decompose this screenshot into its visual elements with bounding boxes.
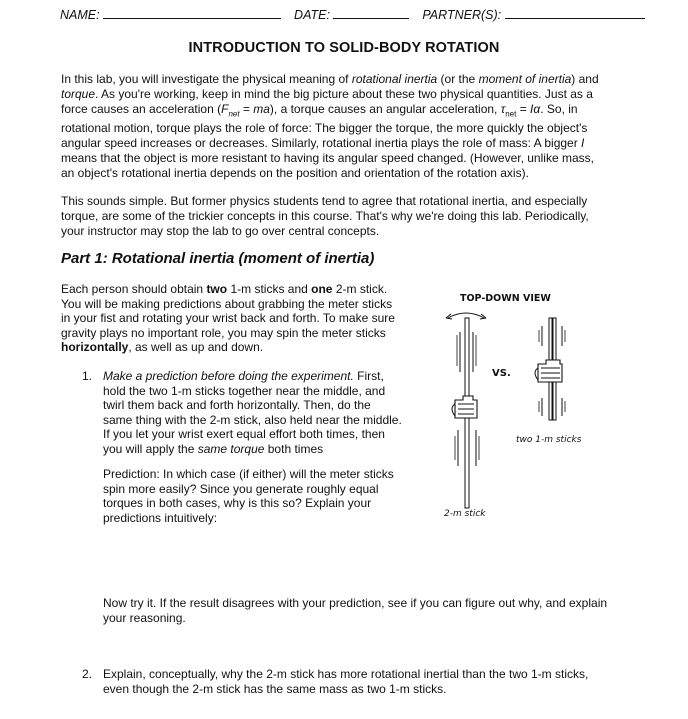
name-field[interactable] [103, 6, 281, 19]
intro-paragraph-1: In this lab, you will investigate the physical meaning of rotational inertia (or the moment of inertia) and torque. As you're working, keep in mind the big picture about these two physical quantities. Just as a force causes an acceleration $(F_{net} = ma)$, a torque causes an angular acceleration, $\tau_{net} = I\alpha$. So, in rotational motion, torque plays the role of force: The bigger the torque, the more quickly the object's angular speed increases or decreases. Similarly, rotational inertia plays the role of mass: A bigger I means that the object is more resistant to having its angular speed changed. (However, unlike mass, an object's rotational inertia depends on the position and orientation of the rotation axis). [61, 72, 599, 181]
figure-one-meter-sticks-label: two 1-m sticks [516, 435, 582, 445]
two-meter-stick-drawing [446, 313, 486, 508]
date-label: DATE: [294, 8, 330, 22]
date-field[interactable] [333, 6, 409, 19]
partner-field[interactable] [505, 6, 645, 19]
question-2-text: Explain, conceptually, why the 2-m stick has more rotational inertial than the two 1-m sticks, even though the 2-m stick has the same mass as two 1-m sticks. [103, 667, 589, 696]
question-1-number: 1. [82, 369, 93, 383]
intro-paragraph-2: This sounds simple. But former physics students tend to agree that rotational inertia, and especially torque, are some of the trickier concepts in this course. That's why we're doing this lab. Periodically, your instructor may stop the lab to go over central concepts. [61, 194, 589, 238]
question-1-text: Make a prediction before doing the experiment. First, hold the two 1-m sticks together near the middle, and twirl them back and forth horizontally. Then, do the same thing with the 2-m stick, also held near the middle. If you let your wrist exert equal effort both times, then you will apply the same torque both times [103, 369, 402, 456]
student-info-header [60, 6, 645, 22]
figure-two-meter-stick-label: 2-m stick [444, 509, 486, 519]
part1-heading: Part 1: Rotational inertia (moment of inertia) [61, 250, 375, 267]
page-title: INTRODUCTION TO SOLID-BODY ROTATION [188, 40, 500, 56]
prediction-prompt: Prediction: In which case (if either) will the meter sticks spin more easily? Since you generate roughly equal torques in both cases, why is this so? Explain your predictions intuitively: [103, 467, 394, 525]
name-label: NAME: [60, 8, 100, 22]
partner-label: PARTNER(S): [422, 8, 502, 22]
try-it-instructions: Now try it. If the result disagrees with your prediction, see if you can figure out why, and explain your reasoning. [103, 596, 608, 625]
part1-instructions: Each person should obtain two 1-m sticks and one 2-m stick. You will be making predictions about grabbing the meter sticks in your fist and rotating your wrist back and forth. To make sure gravity plays no important role, you may spin the meter sticks horizontally, as well as up and down. [61, 282, 395, 354]
figure-vs-label: VS. [492, 368, 511, 379]
top-down-view-figure [430, 290, 620, 530]
question-2-number: 2. [82, 667, 93, 681]
two-one-meter-sticks-drawing [535, 318, 565, 420]
figure-view-label: TOP-DOWN VIEW [460, 293, 551, 304]
